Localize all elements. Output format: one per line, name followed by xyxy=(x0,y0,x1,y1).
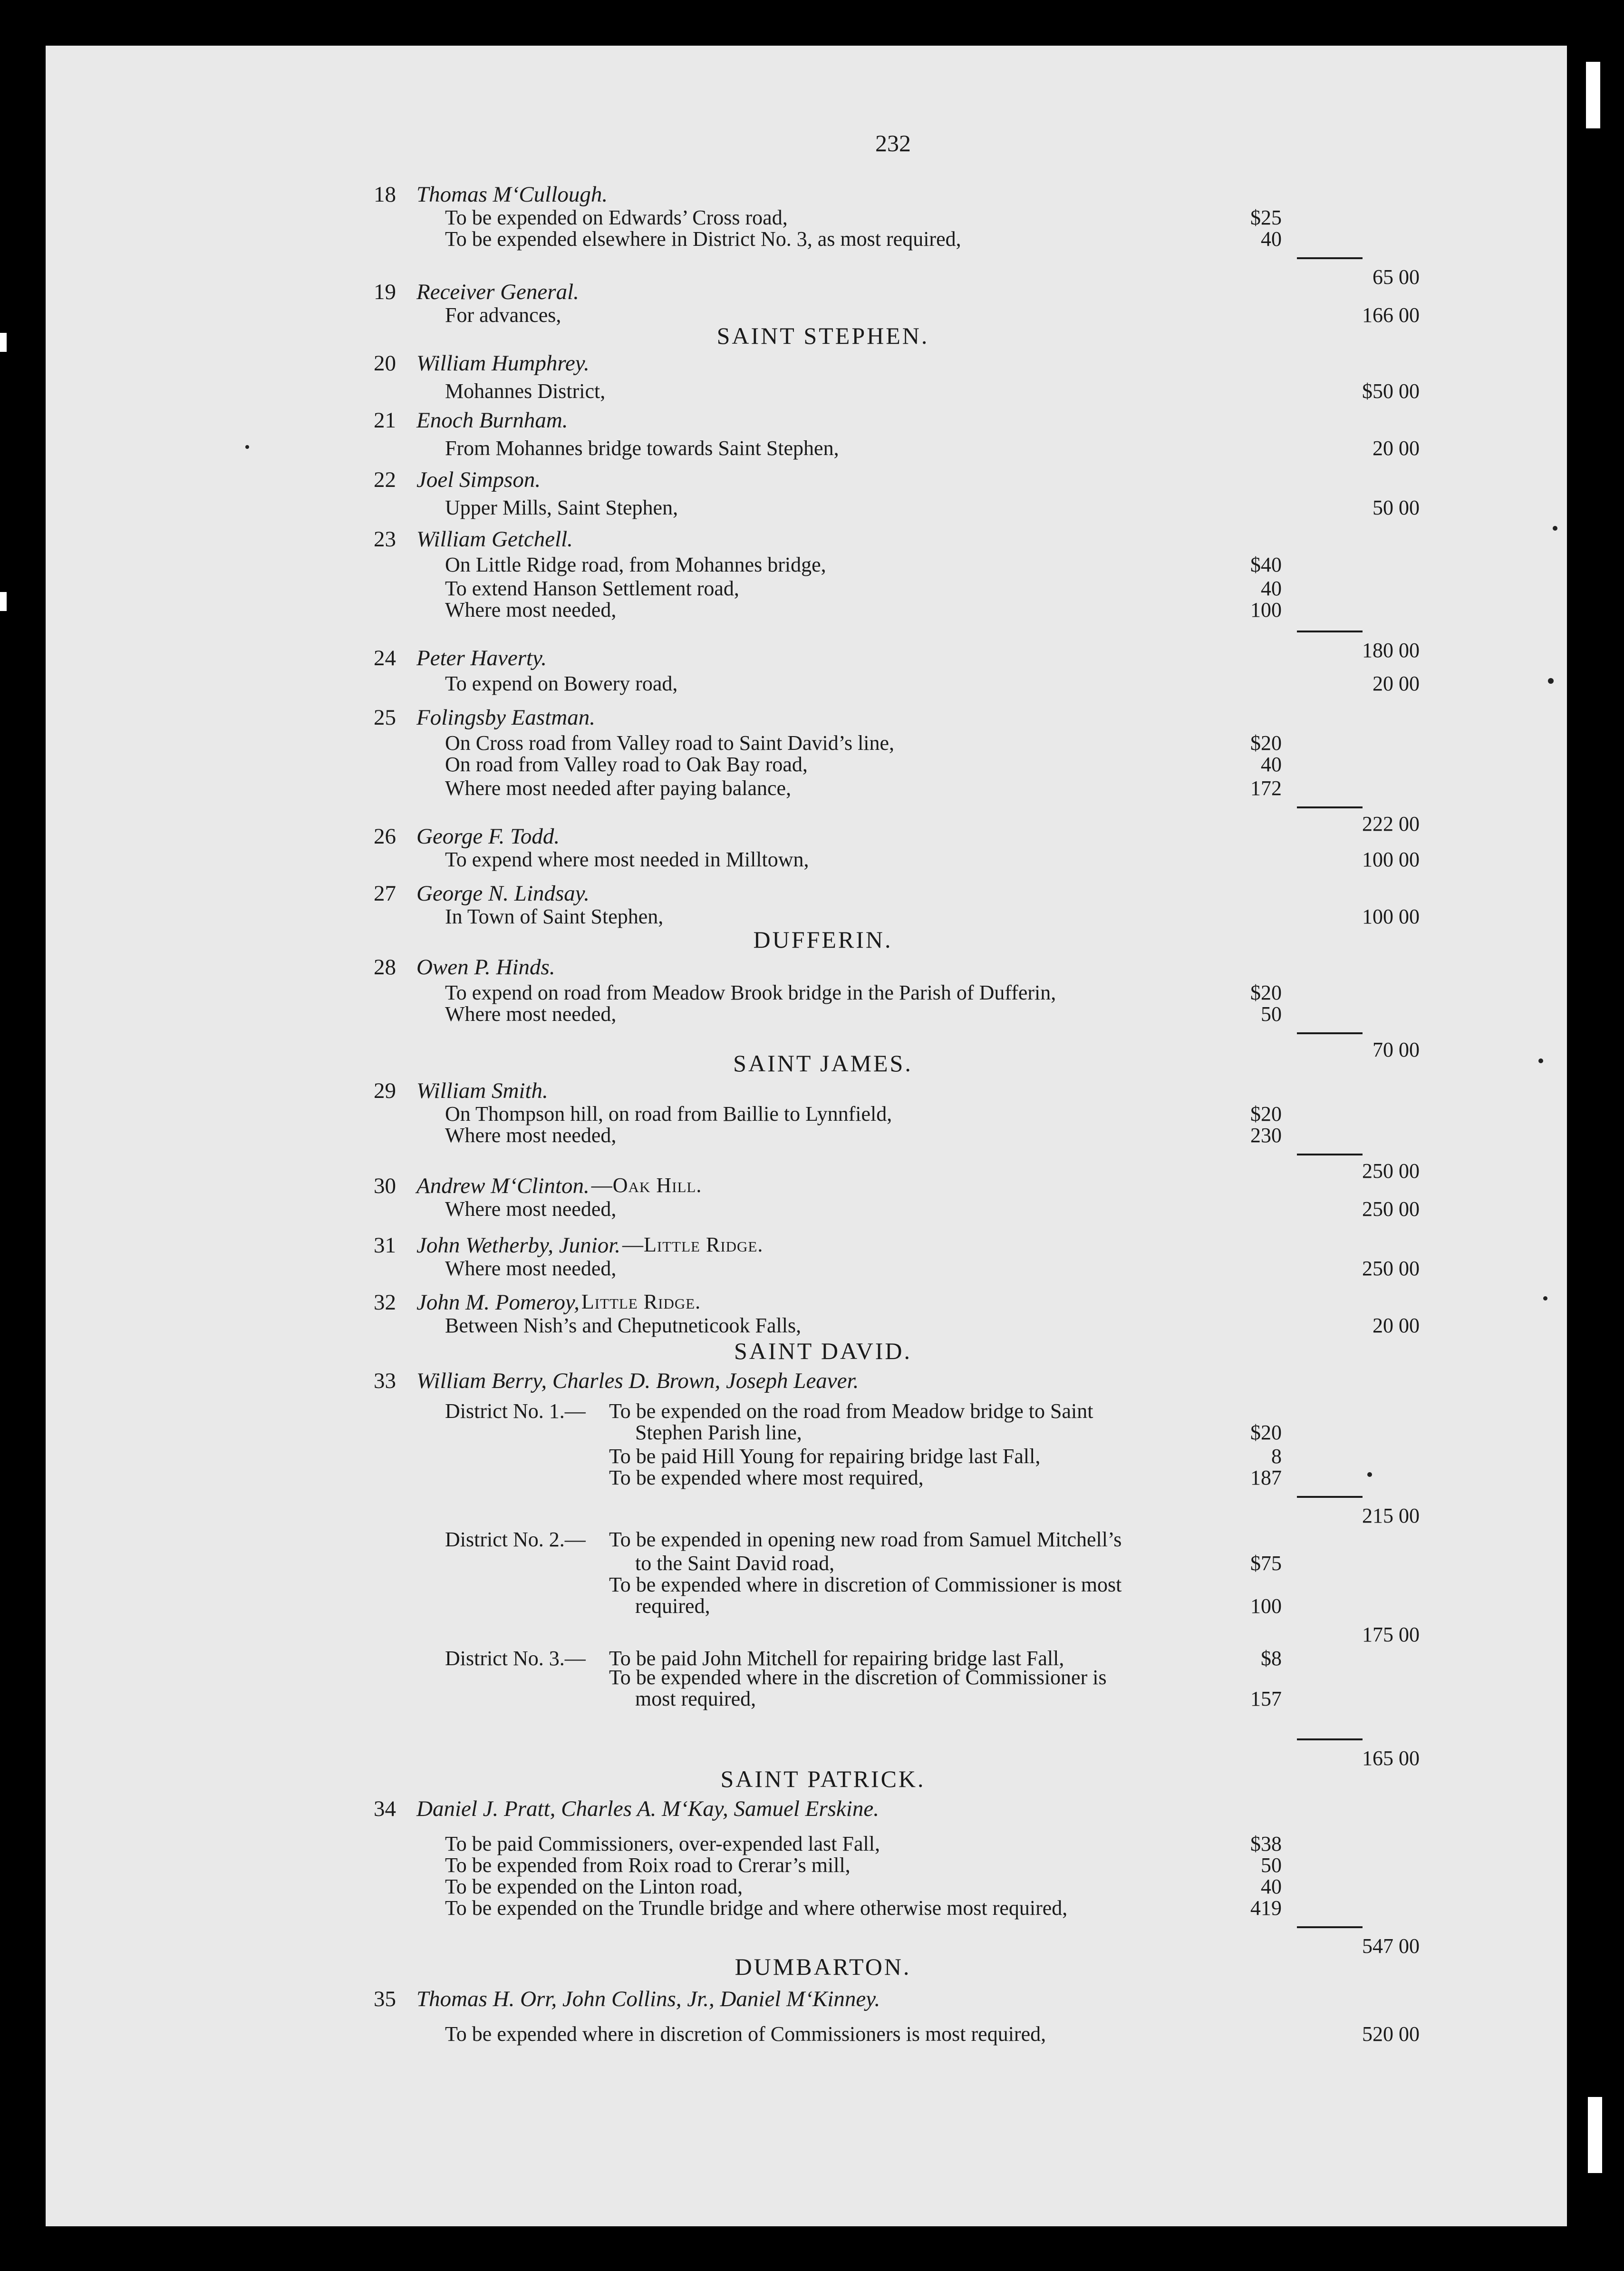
district-line-text: to the Saint David road, xyxy=(635,1552,835,1575)
line-item-amount: 230 xyxy=(1250,1124,1282,1147)
entry-number: 23 xyxy=(374,527,396,552)
line-item-text: Where most needed, xyxy=(445,1257,617,1280)
scan-speck xyxy=(1548,678,1554,684)
line-item-text: To extend Hanson Settlement road, xyxy=(445,577,739,600)
entry-name: Enoch Burnham. xyxy=(416,408,568,433)
entry-total: 70 00 xyxy=(1373,1038,1420,1061)
line-item-text: Mohannes District, xyxy=(445,379,606,403)
line-item-text: To expend where most needed in Milltown, xyxy=(445,848,809,871)
line-item-amount: 40 xyxy=(1261,577,1282,600)
line-item-amount: 50 xyxy=(1261,1002,1282,1026)
district-total: 165 00 xyxy=(1362,1747,1420,1770)
total-rule xyxy=(1297,1032,1363,1034)
district-label: District No. 1.— xyxy=(445,1399,586,1423)
entry-name: William Smith. xyxy=(416,1078,548,1103)
line-item-amount: 172 xyxy=(1250,776,1282,800)
entry-place: —Little Ridge. xyxy=(622,1233,764,1256)
section-heading: SAINT PATRICK. xyxy=(720,1766,926,1792)
entry-name: Folingsby Eastman. xyxy=(416,705,595,730)
line-item-amount: $20 xyxy=(1250,1102,1282,1126)
entry-total: 222 00 xyxy=(1362,812,1420,835)
entry-name: William Humphrey. xyxy=(416,351,590,376)
line-item-text: To be expended where in discretion of Commissioners is most required, xyxy=(445,2022,1046,2046)
line-item-text: Between Nish’s and Cheputneticook Falls, xyxy=(445,1314,802,1337)
entry-total: 65 00 xyxy=(1373,265,1420,289)
district-label: District No. 2.— xyxy=(445,1528,586,1551)
entry-place: —Oak Hill. xyxy=(591,1174,702,1197)
scan-edge-mark xyxy=(1586,62,1600,128)
entry-number: 20 xyxy=(374,351,396,376)
entry-total: 520 00 xyxy=(1362,2022,1420,2046)
line-item-text: From Mohannes bridge towards Saint Stephen, xyxy=(445,437,839,460)
line-item-text: On Thompson hill, on road from Baillie to Lynnfield, xyxy=(445,1102,892,1126)
line-item-amount: $38 xyxy=(1250,1832,1282,1855)
line-item-text: Where most needed, xyxy=(445,1124,617,1147)
line-item-amount: 100 xyxy=(1250,598,1282,621)
district-line-text: most required, xyxy=(635,1687,756,1710)
district-line-text: To be expended on the road from Meadow bridge to Saint xyxy=(609,1399,1093,1423)
total-rule xyxy=(1297,631,1363,632)
total-rule xyxy=(1297,1738,1363,1740)
total-rule xyxy=(1297,806,1363,808)
entry-name: William Getchell. xyxy=(416,527,573,552)
line-item-text: Where most needed, xyxy=(445,598,617,621)
line-item-amount: 50 xyxy=(1261,1854,1282,1877)
scan-speck xyxy=(1538,1058,1543,1063)
scan-speck xyxy=(1367,1472,1372,1477)
entry-total: 100 00 xyxy=(1362,848,1420,871)
entry-name: Thomas H. Orr, John Collins, Jr., Daniel M‘Kinney. xyxy=(416,1987,880,2011)
entry-number: 30 xyxy=(374,1174,396,1198)
line-item-amount: $20 xyxy=(1250,731,1282,755)
entry-name: William Berry, Charles D. Brown, Joseph Leaver. xyxy=(416,1368,859,1393)
district-line-text: To be expended where in discretion of Commissioner is most xyxy=(609,1573,1122,1596)
entry-number: 18 xyxy=(374,182,396,207)
district-line-text: required, xyxy=(635,1594,710,1618)
entry-total: 20 00 xyxy=(1373,1314,1420,1337)
entry-total: 20 00 xyxy=(1373,672,1420,695)
line-item-text: To expend on road from Meadow Brook bridge in the Parish of Dufferin, xyxy=(445,981,1056,1004)
entry-number: 27 xyxy=(374,881,396,906)
section-heading: SAINT DAVID. xyxy=(734,1338,912,1364)
total-rule xyxy=(1297,1154,1363,1155)
entry-number: 31 xyxy=(374,1233,396,1258)
entry-name: Andrew M‘Clinton. xyxy=(416,1174,590,1198)
line-item-amount: 40 xyxy=(1261,1875,1282,1898)
section-heading: SAINT STEPHEN. xyxy=(716,322,929,349)
page-number: 232 xyxy=(875,130,911,156)
scan-edge-mark xyxy=(0,592,7,611)
district-line-text: To be paid Hill Young for repairing bridge last Fall, xyxy=(609,1445,1041,1468)
entry-name: Thomas M‘Cullough. xyxy=(416,182,608,207)
entry-number: 33 xyxy=(374,1368,396,1393)
entry-number: 35 xyxy=(374,1987,396,2011)
district-label: District No. 3.— xyxy=(445,1647,586,1670)
entry-name: Daniel J. Pratt, Charles A. M‘Kay, Samuel Erskine. xyxy=(416,1796,879,1821)
entry-number: 32 xyxy=(374,1290,396,1315)
entry-name: Receiver General. xyxy=(416,280,579,304)
entry-number: 29 xyxy=(374,1078,396,1103)
line-item-text: Upper Mills, Saint Stephen, xyxy=(445,496,678,519)
district-line-amount: $8 xyxy=(1261,1647,1282,1670)
line-item-text: To expend on Bowery road, xyxy=(445,672,678,695)
district-line-amount: 187 xyxy=(1250,1466,1282,1489)
total-rule xyxy=(1297,257,1363,259)
scan-edge-mark xyxy=(0,333,7,352)
district-line-text: To be expended where in the discretion of Commissioner is xyxy=(609,1666,1107,1689)
district-line-text: To be expended where most required, xyxy=(609,1466,924,1489)
line-item-amount: 419 xyxy=(1250,1896,1282,1920)
district-total: 175 00 xyxy=(1362,1623,1420,1646)
entry-total: 250 00 xyxy=(1362,1257,1420,1280)
section-heading: SAINT JAMES. xyxy=(733,1050,913,1077)
district-line-amount: 100 xyxy=(1250,1594,1282,1618)
total-rule xyxy=(1297,1926,1363,1928)
district-line-text: To be expended in opening new road from Samuel Mitchell’s xyxy=(609,1528,1122,1551)
entry-number: 34 xyxy=(374,1796,396,1821)
line-item-text: To be expended on the Trundle bridge and where otherwise most required, xyxy=(445,1896,1068,1920)
entry-number: 21 xyxy=(374,408,396,433)
entry-name: George N. Lindsay. xyxy=(416,881,590,906)
line-item-amount: $40 xyxy=(1250,553,1282,576)
district-total: 215 00 xyxy=(1362,1504,1420,1527)
entry-name: Peter Haverty. xyxy=(416,646,547,670)
line-item-text: For advances, xyxy=(445,303,561,327)
entry-total: 100 00 xyxy=(1362,905,1420,928)
district-line-amount: $75 xyxy=(1250,1552,1282,1575)
scan-speck xyxy=(1543,1296,1547,1300)
entry-total: 250 00 xyxy=(1362,1159,1420,1183)
entry-number: 25 xyxy=(374,705,396,730)
district-line-amount: 157 xyxy=(1250,1687,1282,1710)
scan-speck xyxy=(245,445,249,449)
entry-number: 19 xyxy=(374,280,396,304)
entry-total: 166 00 xyxy=(1362,303,1420,327)
district-line-amount: $20 xyxy=(1250,1421,1282,1444)
line-item-text: To be expended on the Linton road, xyxy=(445,1875,743,1898)
entry-name: Owen P. Hinds. xyxy=(416,955,555,980)
entry-name: George F. Todd. xyxy=(416,824,560,849)
line-item-amount: $20 xyxy=(1250,981,1282,1004)
line-item-text: On Cross road from Valley road to Saint David’s line, xyxy=(445,731,895,755)
document-page xyxy=(46,46,1567,2226)
scan-edge-mark xyxy=(1588,2097,1602,2173)
line-item-amount: $25 xyxy=(1250,206,1282,229)
line-item-text: To be expended on Edwards’ Cross road, xyxy=(445,206,788,229)
line-item-text: On Little Ridge road, from Mohannes bridge, xyxy=(445,553,826,576)
district-line-amount: 8 xyxy=(1271,1445,1282,1468)
line-item-text: To be expended elsewhere in District No. 3, as most required, xyxy=(445,227,961,251)
entry-total: 50 00 xyxy=(1373,496,1420,519)
total-rule xyxy=(1297,1496,1363,1498)
entry-number: 26 xyxy=(374,824,396,849)
entry-total: $50 00 xyxy=(1362,379,1420,403)
line-item-amount: 40 xyxy=(1261,753,1282,776)
line-item-text: Where most needed after paying balance, xyxy=(445,776,792,800)
district-line-text: To be paid John Mitchell for repairing bridge last Fall, xyxy=(609,1647,1064,1670)
entry-place: Little Ridge. xyxy=(581,1290,701,1313)
entry-total: 20 00 xyxy=(1373,437,1420,460)
section-heading: DUMBARTON. xyxy=(735,1953,911,1980)
entry-name: Joel Simpson. xyxy=(416,467,541,492)
entry-total: 180 00 xyxy=(1362,639,1420,662)
line-item-text: Where most needed, xyxy=(445,1002,617,1026)
line-item-text: To be paid Commissioners, over-expended last Fall, xyxy=(445,1832,880,1855)
line-item-text: Where most needed, xyxy=(445,1197,617,1221)
scan-speck xyxy=(1553,526,1557,531)
line-item-text: To be expended from Roix road to Crerar’s mill, xyxy=(445,1854,851,1877)
entry-total: 250 00 xyxy=(1362,1197,1420,1221)
section-heading: DUFFERIN. xyxy=(753,926,893,953)
entry-total: 547 00 xyxy=(1362,1934,1420,1958)
entry-number: 24 xyxy=(374,646,396,670)
entry-name: John Wetherby, Junior. xyxy=(416,1233,621,1258)
line-item-text: In Town of Saint Stephen, xyxy=(445,905,664,928)
entry-number: 22 xyxy=(374,467,396,492)
entry-name: John M. Pomeroy, xyxy=(416,1290,580,1315)
entry-number: 28 xyxy=(374,955,396,980)
line-item-text: On road from Valley road to Oak Bay road, xyxy=(445,753,808,776)
district-line-text: Stephen Parish line, xyxy=(635,1421,802,1444)
line-item-amount: 40 xyxy=(1261,227,1282,251)
